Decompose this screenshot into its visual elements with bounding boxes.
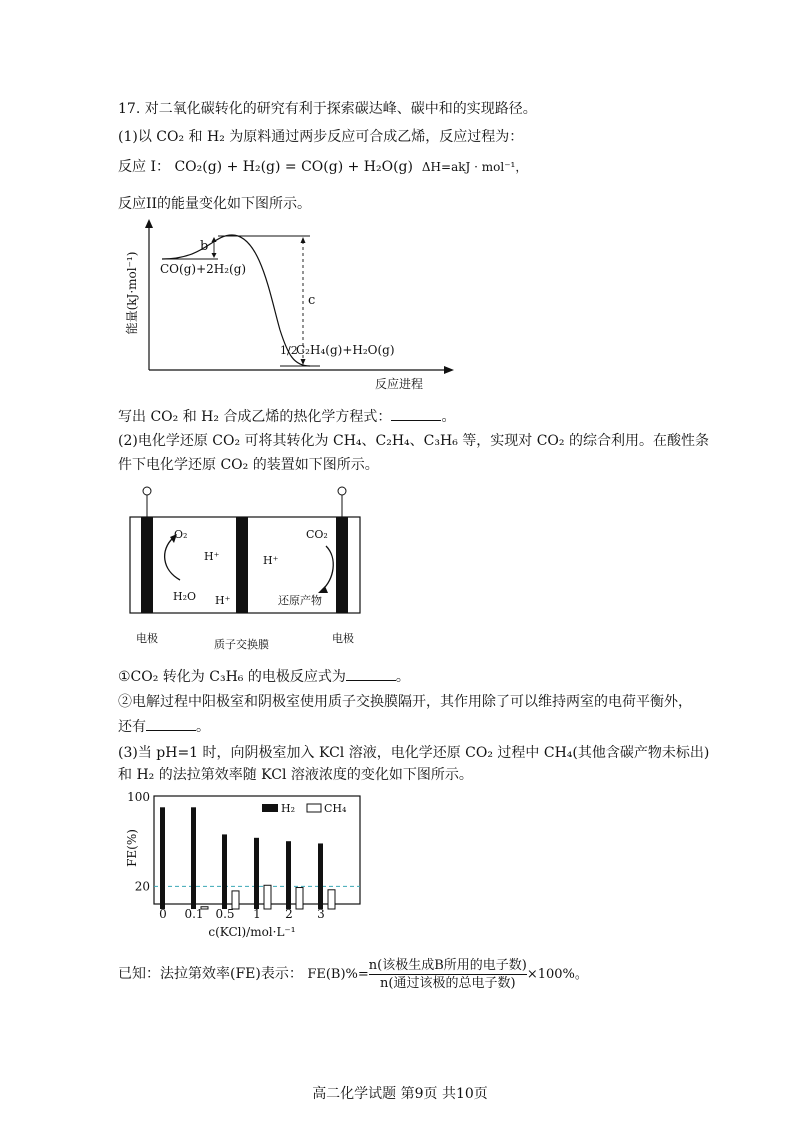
o2-label: O₂ bbox=[174, 528, 188, 541]
h-plus-right: H⁺ bbox=[263, 554, 279, 567]
bar-h2-0 bbox=[160, 807, 165, 909]
h-plus-left: H⁺ bbox=[204, 550, 220, 563]
bar-ch4-4 bbox=[296, 888, 303, 909]
electrode-left-label: 电极 bbox=[136, 632, 158, 645]
bar-ch4-5 bbox=[328, 890, 335, 909]
energy-diagram bbox=[120, 215, 460, 395]
legend-ch4-label: CH₄ bbox=[324, 802, 347, 815]
fe-numerator: n(该极生成B所用的电子数) bbox=[368, 957, 527, 973]
c-label: c bbox=[308, 293, 316, 308]
fe-definition bbox=[118, 956, 588, 993]
reduced-product-label: 还原产物 bbox=[278, 594, 322, 607]
left-electrode bbox=[141, 517, 153, 613]
chart-ylabel: FE(%) bbox=[125, 829, 139, 867]
page-footer: 高二化学试题 第9页 共10页 bbox=[312, 1086, 488, 1102]
energy-xlabel: 反应进程 bbox=[375, 377, 424, 391]
part2-intro-2: 件下电化学还原 CO₂ 的装置如下图所示。 bbox=[118, 457, 379, 473]
bar-h2-2 bbox=[222, 834, 227, 909]
answer-blank-3[interactable] bbox=[146, 716, 196, 731]
answer-blank-1[interactable] bbox=[391, 406, 441, 421]
cell-diagram bbox=[120, 480, 380, 650]
proton-membrane bbox=[236, 517, 248, 613]
bar-ch4-3 bbox=[264, 885, 271, 909]
answer-blank-2[interactable] bbox=[346, 666, 396, 681]
part1-question-text: 写出 CO₂ 和 H₂ 合成乙烯的热化学方程式： bbox=[118, 409, 392, 425]
xtick-0: 0 bbox=[159, 907, 167, 921]
part2-q-c bbox=[118, 716, 210, 737]
fe-bar-chart bbox=[112, 784, 372, 944]
reaction1 bbox=[118, 157, 527, 177]
fe-fraction bbox=[369, 957, 527, 992]
legend-ch4-swatch bbox=[307, 804, 321, 812]
legend-h2-swatch bbox=[262, 804, 278, 812]
co2-label: CO₂ bbox=[306, 528, 328, 541]
fe-suffix: ×100%。 bbox=[526, 967, 588, 982]
xtick-5: 3 bbox=[317, 907, 325, 921]
ytick-20: 20 bbox=[134, 879, 150, 894]
xtick-4: 2 bbox=[285, 907, 293, 921]
legend-h2-label: H₂ bbox=[281, 802, 296, 815]
chart-xlabel: c(KCl)/mol·L⁻¹ bbox=[208, 925, 296, 939]
part2-q-a-text: ①CO₂ 转化为 C₃H₆ 的电极反应式为 bbox=[118, 669, 346, 685]
part1-question bbox=[118, 406, 455, 427]
h-plus-bottom: H⁺ bbox=[215, 594, 231, 607]
xtick-1: 0.1 bbox=[184, 907, 204, 921]
ytick-100: 100 bbox=[127, 790, 150, 804]
bar-h2-5 bbox=[318, 843, 323, 909]
bar-h2-1 bbox=[191, 807, 196, 909]
bar-h2-3 bbox=[254, 838, 259, 909]
reaction1-equation: CO₂(g) + H₂(g) = CO(g) + H₂O(g) bbox=[174, 159, 413, 175]
h2o-label: H₂O bbox=[173, 590, 197, 603]
reaction1-enthalpy: ΔH=akJ · mol⁻¹， bbox=[421, 160, 528, 174]
energy-ylabel: 能量(kJ·mol⁻¹) bbox=[125, 251, 139, 335]
fe-lhs: FE(B)%= bbox=[307, 967, 369, 982]
part3-intro-2: 和 H₂ 的法拉第效率随 KCl 溶液浓度的变化如下图所示。 bbox=[118, 767, 473, 783]
fe-denominator: n(通过该极的总电子数) bbox=[380, 975, 516, 991]
reaction2-intro: 反应II的能量变化如下图所示。 bbox=[118, 196, 312, 212]
question-title: 17. 对二氧化碳转化的研究有利于探索碳达峰、碳中和的实现路径。 bbox=[118, 101, 537, 117]
membrane-label: 质子交换膜 bbox=[214, 638, 269, 650]
part2-q-c-end: 。 bbox=[196, 719, 210, 735]
part1-intro: (1)以 CO₂ 和 H₂ 为原料通过两步反应可合成乙烯，反应过程为： bbox=[118, 129, 524, 145]
fe-def-prefix: 已知：法拉第效率(FE)表示： bbox=[118, 966, 303, 982]
part2-intro: (2)电化学还原 CO₂ 可将其转化为 CH₄、C₂H₄、C₃H₆ 等，实现对 CO₂ 的综合利用。在酸性条 bbox=[118, 433, 709, 449]
xtick-3: 1 bbox=[253, 907, 261, 921]
part1-question-end: 。 bbox=[441, 409, 456, 425]
b-label: b bbox=[200, 239, 209, 254]
reaction1-label: 反应 I： bbox=[118, 159, 170, 175]
reactant-label: CO(g)+2H₂(g) bbox=[160, 262, 247, 276]
right-electrode bbox=[336, 517, 348, 613]
electrode-right-label: 电极 bbox=[332, 632, 354, 645]
xtick-2: 0.5 bbox=[215, 907, 235, 921]
part2-q-a-end: 。 bbox=[395, 669, 410, 685]
product-fraction: 1/2 bbox=[280, 344, 298, 357]
part2-q-a bbox=[118, 666, 410, 687]
bar-h2-4 bbox=[286, 841, 291, 909]
part3-intro: (3)当 pH=1 时，向阴极室加入 KCl 溶液，电化学还原 CO₂ 过程中 CH₄(其他含碳产物未标出) bbox=[118, 745, 710, 761]
part2-q-b: ②电解过程中阳极室和阴极室使用质子交换膜隔开，其作用除了可以维持两室的电荷平衡外， bbox=[118, 694, 692, 710]
product-label: C₂H₄(g)+H₂O(g) bbox=[296, 343, 395, 357]
part2-q-c-text: 还有 bbox=[118, 719, 146, 735]
